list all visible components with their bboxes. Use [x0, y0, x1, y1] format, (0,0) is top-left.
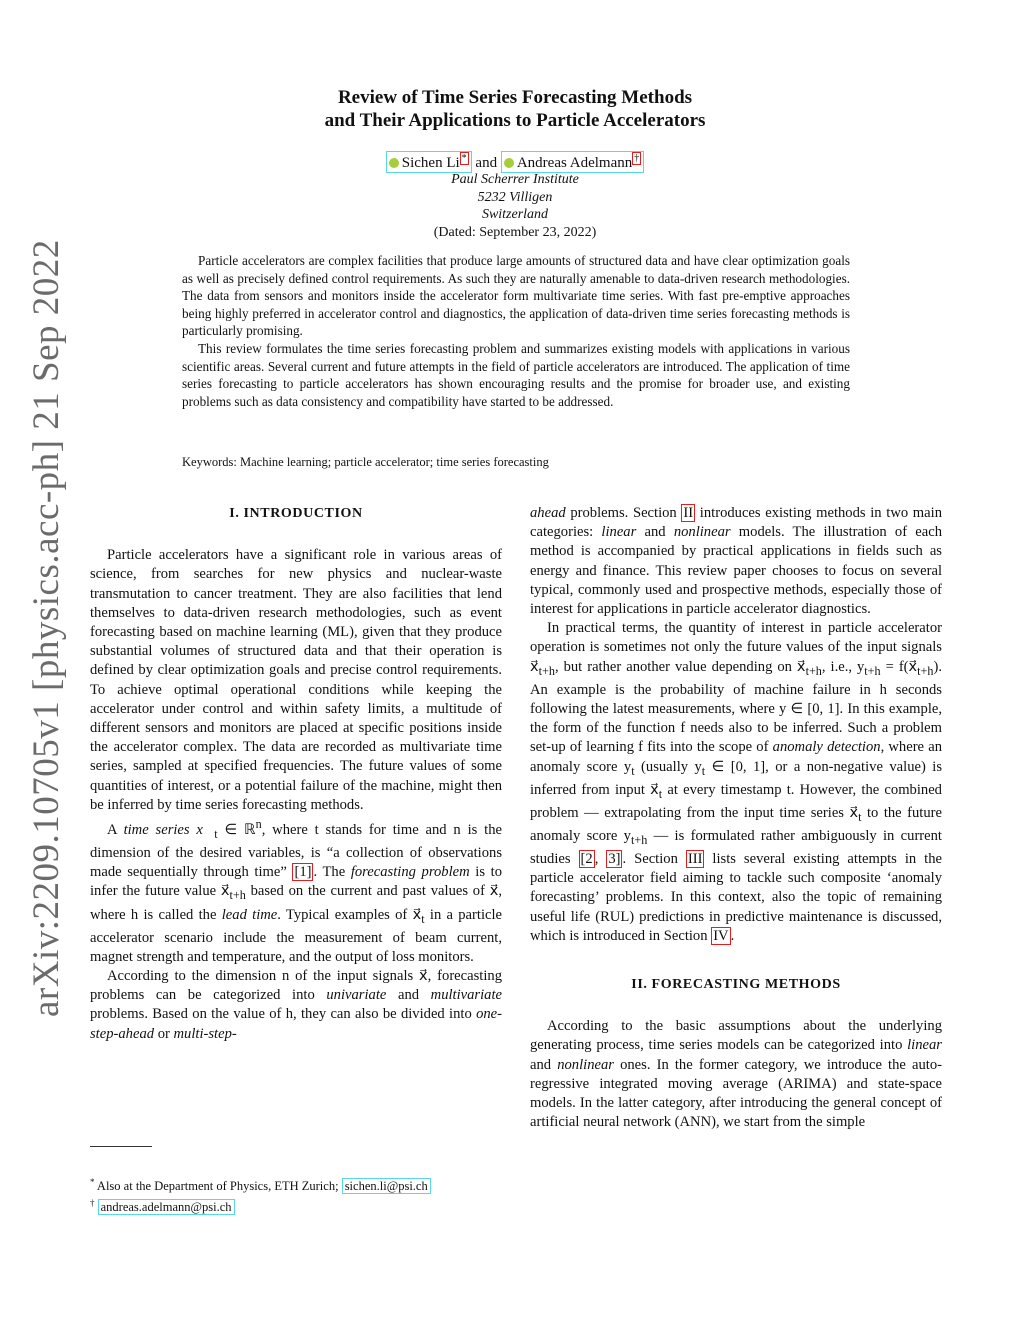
intro-paragraph-2: A time series $x⃗_t$ ∈ ℝ$^n$, where t stands for time and n is the dimension of the desired variables, is “a collection of observations made sequentially through time” [1] . The forecasting problem is to infer the future value $x⃗_{t+h}$ based on the current and past values of x⃗, where h is called the lead time. Typical examples of $x⃗_t$ in a particle accelerator scenario include the measurement of beam current, magnet strength and temperature, and the output of loss monitors. [90, 817, 503, 965]
author-list [180, 151, 850, 173]
author-link-sichen-li[interactable]: Sichen Li * [386, 151, 472, 173]
email-link-andreas-adelmann[interactable]: andreas.adelmann@psi.ch [98, 1199, 235, 1215]
citation-link[interactable]: [1] [294, 864, 312, 881]
section-link-iii[interactable]: III [687, 850, 703, 867]
footnotes [90, 1174, 510, 1216]
left-column [90, 504, 502, 1044]
abstract-paragraph-2: This review formulates the time series forecasting problem and summarizes existing models with applications in various scientific areas. Several current and future attempts in the field of particle accelerators are introduced. The application of time series forecasting to particle accelerators has shown encouraging results and the promise for broader use, and existing problems such as data consistency and compatibility have started to be addressed. [182, 340, 850, 409]
arxiv-side-stamp: arXiv:2209.10705v1 [physics.acc-ph] 21 Sep 2022 [26, 239, 67, 1017]
orcid-icon [389, 158, 399, 168]
citation-link[interactable]: [2 [580, 850, 593, 867]
footnote-link-1[interactable]: * [461, 153, 467, 164]
date-line: (Dated: September 23, 2022) [433, 224, 597, 240]
intro-paragraph-4: In practical terms, the quantity of interest in particle accelerator operation is sometimes not only the future values of the input signals $x⃗_{t+h}$, but rather another value depending on $x⃗_{t+h}$, i.e., $y_{t+h}$ = $f(x⃗_{t+h})$. An example is the probability of machine failure in h seconds following the latest measurements, where y ∈ [0, 1]. In this example, the form of the function f needs also to be inferred. Such a problem set-up of learning f fits into the scope of anomaly detection, where an anomaly score $y_t$ (usually $y_t$ ∈ [0, 1], or a non-negative value) is inferred from input $x⃗_t$ at every timestamp t. However, the combined problem — extrapolating from the input time series $x⃗_t$ to the future anomaly score $y_{t+h}$ — is formulated rather ambiguously in current studies [2 , 3] . Section III lists several existing attempts in the particle accelerator field aiming to tackle such composite ‘anomaly forecasting’ problems. In this context, also the topic of remaining useful life (RUL) predictions in predictive maintenance is discussed, which is introduced in Section IV . [530, 620, 942, 944]
abstract-paragraph-1: Particle accelerators are complex facilities that produce large amounts of structured data and have clear optimization goals as well as precisely defined control requirements. As such they are naturally amenable to data-driven research methodologies. The data from sensors and monitors inside the accelerator form multivariate time series. With fast pre-emptive approaches being highly preferred in accelerator control and diagnostics, the application of data-driven time series forecasting methods is particularly promising. [182, 253, 850, 339]
intro-paragraph-1: Particle accelerators have a significant role in various areas of science, from searches for new physics and nuclear-waste transmutation to cancer treatment. They are also facilities that lend themselves to data-driven research methodologies, such as event forecasting based on machine learning (ML), given that they produce substantial volumes of structured data and that their operation is defined by clear optimization goals and precise control requirements. To achieve optimal operational conditions while keeping the accelerator under control and within safety limits, a multitude of different sensors and monitors are placed at specific positions inside the accelerator complex. The data are recorded as multivariate time series, sampled at specified frequencies. The future values of some quantities of interest, or a potential failure of the machine, might then be inferred by time series forecasting methods. [90, 547, 502, 813]
intro-paragraph-3-continued: ahead problems. Section II introduces existing methods in two main categories: linear and nonlinear models. The illustration of each method is accompanied by practical applications in fields such as energy and finance. This review paper chooses to focus on several typical, commonly used and prospective methods, especially those of interest for applications in particle accelerator diagnostics. [530, 505, 943, 618]
footnote-2: † andreas.adelmann@psi.ch [90, 1195, 510, 1216]
section-link-ii[interactable]: II [683, 505, 694, 521]
affiliation-country: Switzerland [481, 207, 549, 222]
citation-link[interactable]: 3] [608, 850, 621, 867]
author-conjunction: and [475, 155, 498, 171]
footnote-1: * Also at the Department of Physics, ETH Zurich; sichen.li@psi.ch [90, 1174, 510, 1195]
affiliation-institute: Paul Scherrer Institute [451, 172, 579, 187]
email-link-sichen-li[interactable]: sichen.li@psi.ch [342, 1178, 431, 1194]
section-link-iv[interactable]: IV [713, 927, 729, 944]
title-line-1: Review of Time Series Forecasting Methods [337, 87, 693, 108]
keywords: Keywords: Machine learning; particle accelerator; time series forecasting [182, 455, 549, 469]
paper-title [180, 86, 850, 132]
footnote-link-2[interactable]: † [634, 153, 640, 164]
orcid-icon [504, 158, 514, 168]
author-link-andreas-adelmann[interactable]: Andreas Adelmann † [501, 151, 644, 173]
section-heading-forecasting-methods: II. FORECASTING METHODS [631, 977, 841, 992]
abstract [182, 252, 850, 410]
title-line-2: and Their Applications to Particle Accelerators [324, 110, 706, 131]
methods-paragraph-1: According to the basic assumptions about the underlying generating process, time series models can be categorized into linear and nonlinear ones. In the former category, we introduce the auto-regressive integrated moving average (ARIMA) and state-space models. In the latter category, after introducing the general concept of artificial neural network (ANN), we start from the simple [530, 1018, 942, 1131]
right-column [530, 504, 942, 1132]
affiliation [180, 171, 850, 241]
section-heading-introduction: I. INTRODUCTION [229, 506, 363, 521]
intro-paragraph-3: According to the dimension n of the input signals x⃗, forecasting problems can be categorized into univariate and multivariate problems. Based on the value of h, they can also be divided into one-step-ahead or multi-step- [90, 968, 502, 1042]
affiliation-city: 5232 Villigen [477, 189, 553, 205]
footnote-divider [90, 1146, 152, 1147]
